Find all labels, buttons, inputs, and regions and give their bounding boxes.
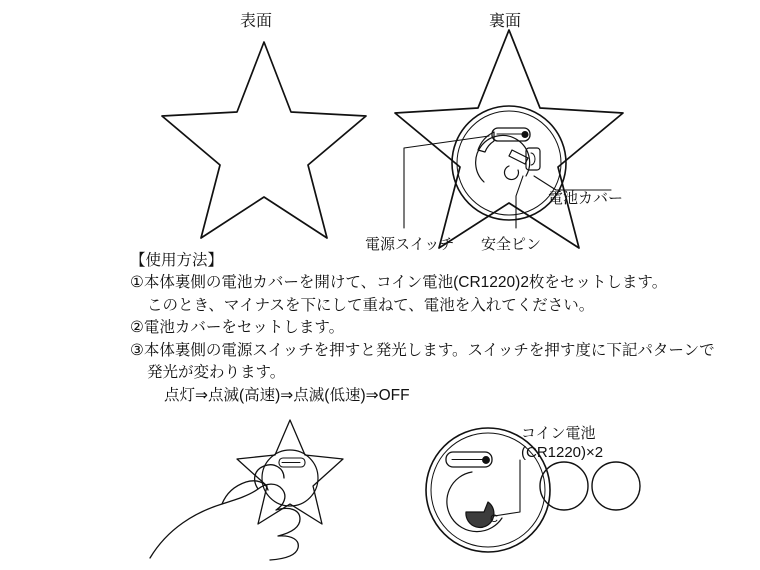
instruction-step-3-note: 発光が変わります。 <box>147 364 286 382</box>
coin-cell-1 <box>540 462 588 510</box>
safety-pin-shape <box>509 150 528 164</box>
svg-text:C: C <box>490 513 498 525</box>
front-star-outline <box>162 42 366 238</box>
label-safety-pin: 安全ピン <box>481 236 542 253</box>
leader-coin-battery <box>494 460 520 516</box>
label-back: 裏面 <box>489 13 522 30</box>
instruction-pattern: 点灯⇒点滅(高速)⇒点滅(低速)⇒OFF <box>164 386 410 404</box>
instruction-step-1: ①本体裏側の電池カバーを開けて、コイン電池(CR1220)2枚をセットします。 <box>130 274 668 292</box>
instructions-heading: 【使用方法】 <box>130 252 224 269</box>
instruction-step-3: ③本体裏側の電源スイッチを押すと発光します。スイッチを押す度に下記パターンで <box>130 341 715 359</box>
label-coin-battery-line1: コイン電池 <box>521 425 596 442</box>
battery-cover-arc <box>476 135 530 182</box>
instructions-block <box>130 250 745 407</box>
leader-power-switch <box>404 136 489 228</box>
instruction-step-2: ②電池カバーをセットします。 <box>130 319 345 337</box>
label-front: 表面 <box>240 13 273 30</box>
battery-compartment-inner <box>457 111 561 215</box>
coin-cell-2 <box>592 462 640 510</box>
instruction-step-1-note: このとき、マイナスを下にして重ねて、電池を入れてください。 <box>147 296 595 314</box>
hand-illustration <box>150 484 300 560</box>
bottom-left-panel <box>133 418 393 558</box>
label-coin-battery-line2: (CR1220)×2 <box>521 444 604 461</box>
label-power-switch: 電源スイッチ <box>365 236 455 253</box>
label-battery-cover: 電池カバー <box>548 190 624 207</box>
